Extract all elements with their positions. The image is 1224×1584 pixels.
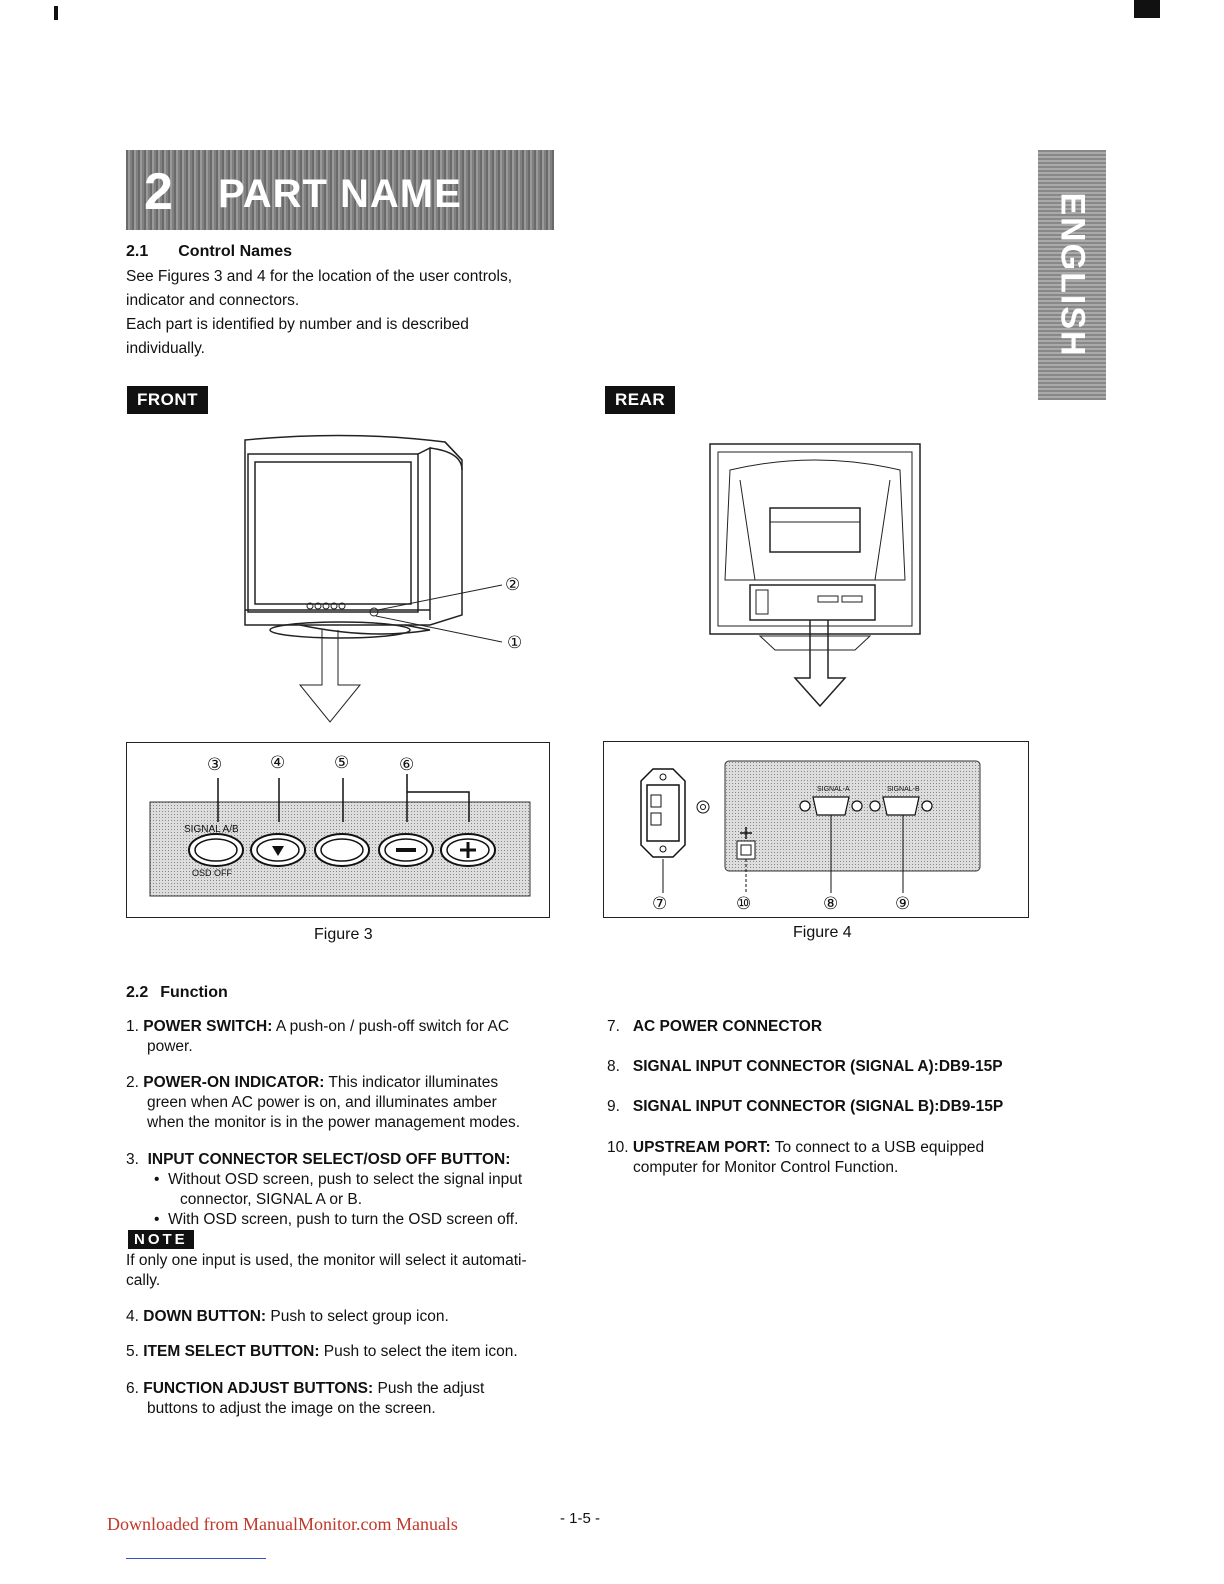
language-tab-label: ENGLISH (1053, 192, 1092, 358)
front-monitor-illustration (230, 430, 540, 730)
callout-5: ⑤ (334, 753, 350, 772)
corner-mark-right (1134, 0, 1160, 18)
control-names-paragraph: See Figures 3 and 4 for the location of the user controls, indicator and connectors. Each part is identified by number and is described individually. (126, 268, 513, 357)
callout-10: ⑩ (736, 894, 752, 913)
subsection-heading-control-names: 2.1 Control Names (126, 243, 293, 260)
callout-3: ③ (207, 755, 223, 774)
panel-signal-label: SIGNAL A/B (184, 824, 239, 835)
function-item-10: 10. UPSTREAM PORT: To connect to a USB equipped computer for Monitor Control Function. (607, 1139, 985, 1176)
figure4-caption: Figure 4 (793, 924, 852, 941)
footer-link-underline (126, 1558, 266, 1559)
function-item-2: 2. POWER-ON INDICATOR: This indicator illuminates green when AC power is on, and illuminates amber when the monitor is in the power management modes. (126, 1074, 521, 1131)
note-text: If only one input is used, the monitor will select it automati- cally. (126, 1252, 527, 1289)
callout-6: ⑥ (399, 755, 415, 774)
callout-4: ④ (270, 753, 286, 772)
footer-download-link[interactable]: Downloaded from ManualMonitor.com Manuals (107, 1514, 458, 1534)
function-item-7: 7. AC POWER CONNECTOR (607, 1018, 823, 1035)
rear-label: REAR (605, 386, 675, 414)
function-item-8: 8. SIGNAL INPUT CONNECTOR (SIGNAL A):DB9-15P (607, 1058, 1003, 1075)
language-tab (1038, 150, 1106, 400)
callout-1-power-switch: ① (507, 633, 523, 652)
callout-8: ⑧ (823, 894, 839, 913)
figure3-caption: Figure 3 (314, 926, 373, 943)
function-item-3: 3. INPUT CONNECTOR SELECT/OSD OFF BUTTON: • Without OSD screen, push to select the signal input connector, SIGNAL A or B. • With OSD screen, push to turn the OSD screen off. (126, 1151, 523, 1228)
callout-7: ⑦ (652, 894, 668, 913)
function-item-4: 4. DOWN BUTTON: Push to select group icon. (126, 1308, 449, 1325)
rear-monitor-illustration (700, 440, 930, 710)
function-item-5: 5. ITEM SELECT BUTTON: Push to select the item icon. (126, 1343, 518, 1360)
note-label: NOTE (128, 1230, 194, 1249)
bullet-icon: • (154, 1171, 160, 1188)
callout-9: ⑨ (895, 894, 911, 913)
function-item-9: 9. SIGNAL INPUT CONNECTOR (SIGNAL B):DB9-15P (607, 1098, 1004, 1115)
page-number: - 1-5 - (560, 1510, 601, 1527)
function-item-1: 1. POWER SWITCH: A push-on / push-off switch for AC power. (126, 1018, 510, 1055)
bullet-icon: • (154, 1211, 160, 1228)
section-title: PART NAME (218, 172, 462, 216)
function-item-6: 6. FUNCTION ADJUST BUTTONS: Push the adjust buttons to adjust the image on the screen. (126, 1380, 485, 1417)
panel-osd-label: OSD OFF (192, 868, 232, 878)
callout-2-indicator: ② (505, 575, 521, 594)
front-label: FRONT (127, 386, 208, 414)
subsection-heading-function: 2.2 Function (126, 984, 228, 1001)
section-number: 2 (144, 163, 173, 221)
corner-mark-left (54, 6, 58, 20)
panel-signal-a-label: SIGNAL-A (817, 786, 850, 793)
rear-connector-panel (603, 741, 1029, 918)
panel-signal-b-label: SIGNAL-B (887, 786, 920, 793)
section-banner (126, 150, 554, 230)
